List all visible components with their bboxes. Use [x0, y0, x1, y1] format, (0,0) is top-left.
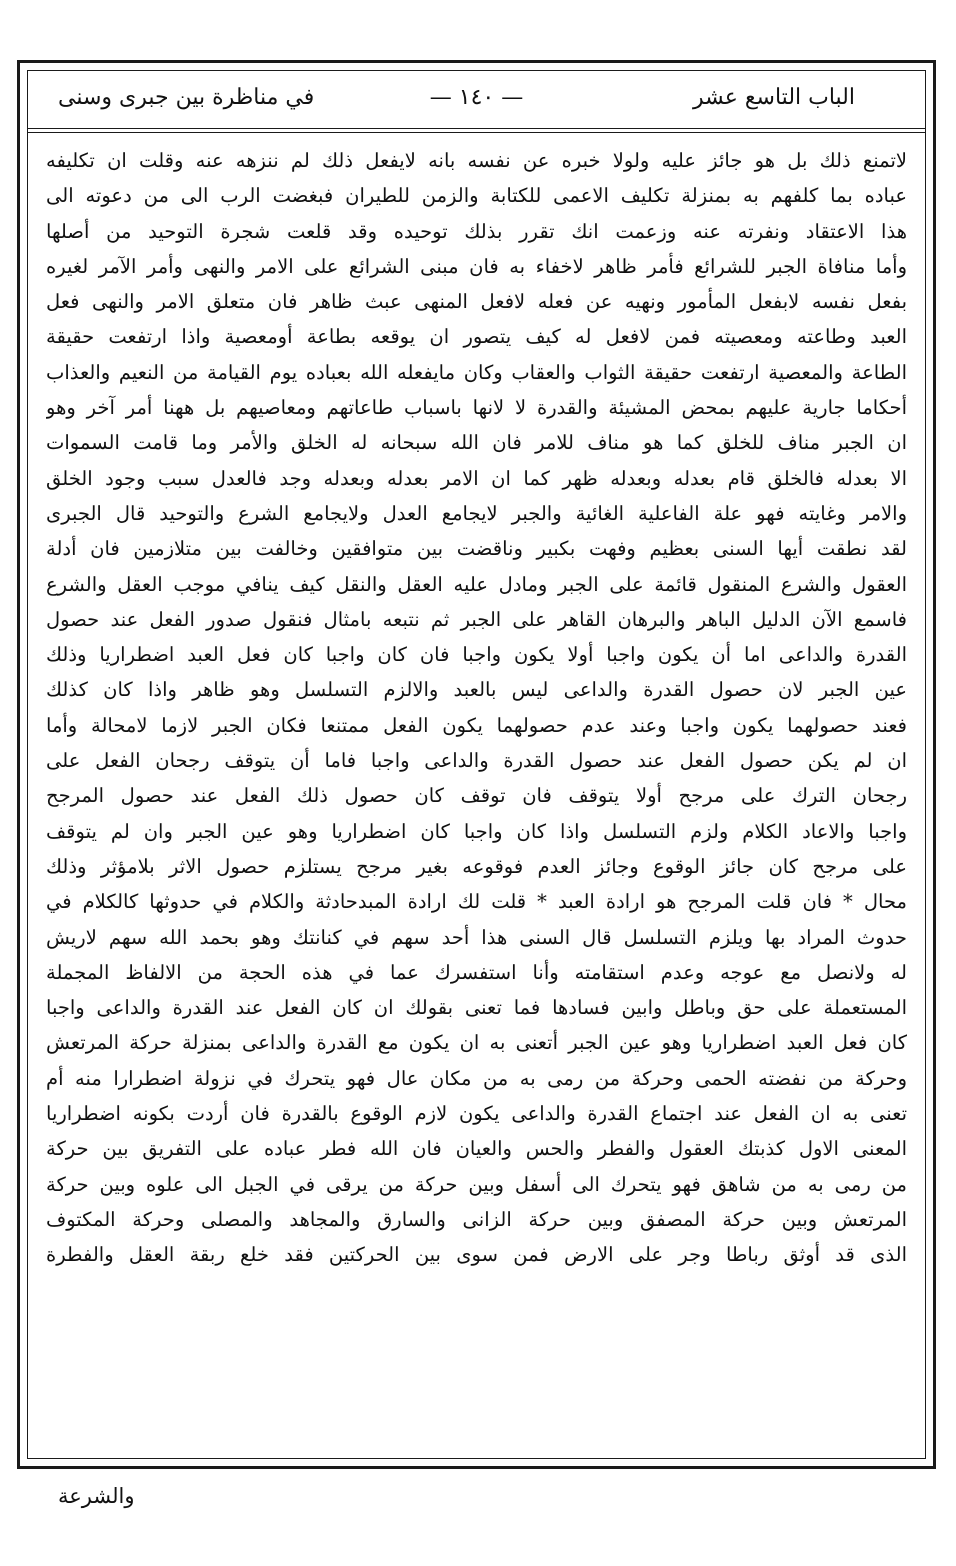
text-line: فعند حصولهما يكون واجبا وعند عدم حصولهما يكون الفعل ممتنعا فكان الجبر لازما لامحالة وأما: [46, 713, 907, 737]
text-line: تعنى به ان الفعل عند اجتماع القدرة والداعى يكون لازم الوقوع بالقدرة فان أردت بكونه اضطراريا: [46, 1102, 907, 1126]
text-line: محال * فان قلت المرجح هو ارادة العبد * قلت لك ارادة المبدحادثة والكلام في حدوثها كالكلام في: [46, 890, 907, 914]
chapter-title: الباب التاسع عشر: [692, 85, 855, 110]
text-line: له ولانصل مع عوجه وعدم استقامته وأنا استفسرك عما في هذه الحجة من الالفاظ المجملة: [46, 960, 907, 984]
text-line: على مرجح كان جائز الوقوع وجائز العدم فوقوعه بغير مرجح يستلزم حصول الاثر بلامؤثر وذلك: [46, 854, 907, 878]
text-line: الذى قد أوثق رباطا وجر على الارض فمن سوى بين الحركتين فقد خلع ربقة العقل والفطرة: [46, 1243, 907, 1267]
text-line: لاتمنع ذلك بل هو جائز عليه ولولا خبره عن نفسه بانه لايفعل ذلك لم ننزهه عنه وقلت ان تكليفه: [46, 149, 907, 172]
text-line: المرتعش وبين حركة المصفق وبين حركة الزانى والسارق والمجاهد والمصلى وحركة المكتوف: [46, 1207, 907, 1231]
text-line: القدرة والداعى اما أن يكون واجبا أولا يكون واجبا فان كان واجبا كان فعل العبد اضطراريا وذلك: [46, 643, 907, 667]
text-line: أحكاما جارية عليهم بمحض المشيئة والقدرة لا لانها باسباب طاعاتهم ومعاصيهم بل ههنا أمر آخر وهو: [46, 396, 907, 420]
page-number: — ١٤٠ —: [429, 85, 524, 110]
text-line: عين الجبر لان حصول القدرة والداعى ليس بالعبد والالزم التسلسل وهو ظاهر واذا كان كذلك: [46, 678, 907, 702]
text-line: واجبا والاعاد الكلام ولزم التسلسل واذا كان واجبا كان اضطراريا وهو عين الجبر وان لم يتوقف: [46, 819, 907, 843]
text-line: ان لم يكن حصول الفعل عند حصول القدرة والداعى واجبا فاما أن يتوقف رجحان الفعل على: [46, 749, 907, 773]
text-line: عباده بما كلفهم به بمنزلة تكليف الاعمى للكتابة والزمن للطيران فبغضت الرب الى من دعوته الى: [46, 184, 907, 208]
text-line: بفعل نفسه لابفعل المأمور ونهيه عن فعله لافعل المنهى عبث ظاهر فان متعلق الامر والنهى فعل: [46, 290, 907, 314]
text-line: ان الجبر مناف للخلق كما هو مناف للامر فان الله سبحانه له الخلق والأمر وما قامت السموات: [46, 431, 907, 455]
page-frame-inner: [27, 70, 926, 1459]
text-line: الا بعدله فالخلق قام بعدله وبعدله ظهر كما ان الامر بعدله وبعدله وجد فالعدل سبب وجود الخلق: [46, 466, 907, 490]
text-line: والامر وغايته فهو علة الفاعلية الغائية والجبر لايجامع العدل ولايجامع الشرع والتوحيد قال الجبرى: [46, 501, 907, 525]
text-line: وأما منافاة الجبر للشرائع فأمر ظاهر لاخفاء به فان مبنى الشرائع على الامر والنهى وأمر الآمر لغيره: [46, 254, 907, 278]
text-line: فاسمع الآن الدليل الباهر والبرهان القاهر على الجبر ثم نتبعه بامثال فنقول صدور الفعل عند حصول: [46, 607, 907, 631]
running-header: [28, 71, 925, 133]
text-line: المستعملة على حق وباطل وابين فسادها فما تعنى بقولك ان كان الفعل عند القدرة والداعى واجبا: [46, 996, 907, 1020]
text-line: هذا الاعتقاد ونفرته عنه وزعمت انك تقرر بذلك توحيده وقد قلعت شجرة التوحيد من أصلها: [46, 219, 907, 243]
section-title: في مناظرة بين جبرى وسنى: [58, 85, 315, 110]
text-line: العقول والشرع المنقول قائمة على الجبر ومادل عليه العقل والنقل كيف ينافي موجب العقل والشرع: [46, 572, 907, 596]
text-line: المعنى الاول كذبتك العقول والفطر والحس والعيان فان الله فطر عباده على التفريق بين حركة: [46, 1137, 907, 1161]
text-line: كان فعل العبد اضطراريا وهو عين الجبر أتعنى به ان يكون مع القدرة والداعى بمنزلة حركة المرتعش: [46, 1031, 907, 1055]
text-line: لقد نطقت أيها السنى بعظيم وفهت بكبير وناقضت بين متوافقين وخالفت بين متلازمين فان أدلة: [46, 537, 907, 561]
text-line: حدوث المراد بها ويلزم التسلسل قال السنى هذا أحد سهم في كنانتك وهو بحمد الله سهم لاريش: [46, 925, 907, 949]
text-line: العبد وطاعته ومعصيته فمن لافعل له كيف يتصور ان يوقعه بطاعة أومعصية واذا ارتفعت حقيقة: [46, 325, 907, 349]
text-line: من رمى به من شاهق فهو يتحرك الى أسفل وبين حركة من يرقى في الجبل الى علوه وبين حركة: [46, 1172, 907, 1196]
text-line: الطاعة والمعصية ارتفعت حقيقة الثواب والعقاب وكان مايفعله الله بعباده يوم القيامة من النعيم والعذاب: [46, 360, 907, 384]
text-line: وحركة من نفضته الحمى وحركة من رمى به من مكان عال فهو يتحرك في نزولة اضطرارا منه أم: [46, 1066, 907, 1090]
page-frame: [17, 60, 936, 1469]
catchword: والشرعة: [58, 1484, 135, 1508]
body-text: [46, 143, 907, 1273]
text-line: رجحان الترك على مرجح أولا يتوقف فان توقف كان حصول ذلك الفعل عند حصول المرجح: [46, 784, 907, 808]
